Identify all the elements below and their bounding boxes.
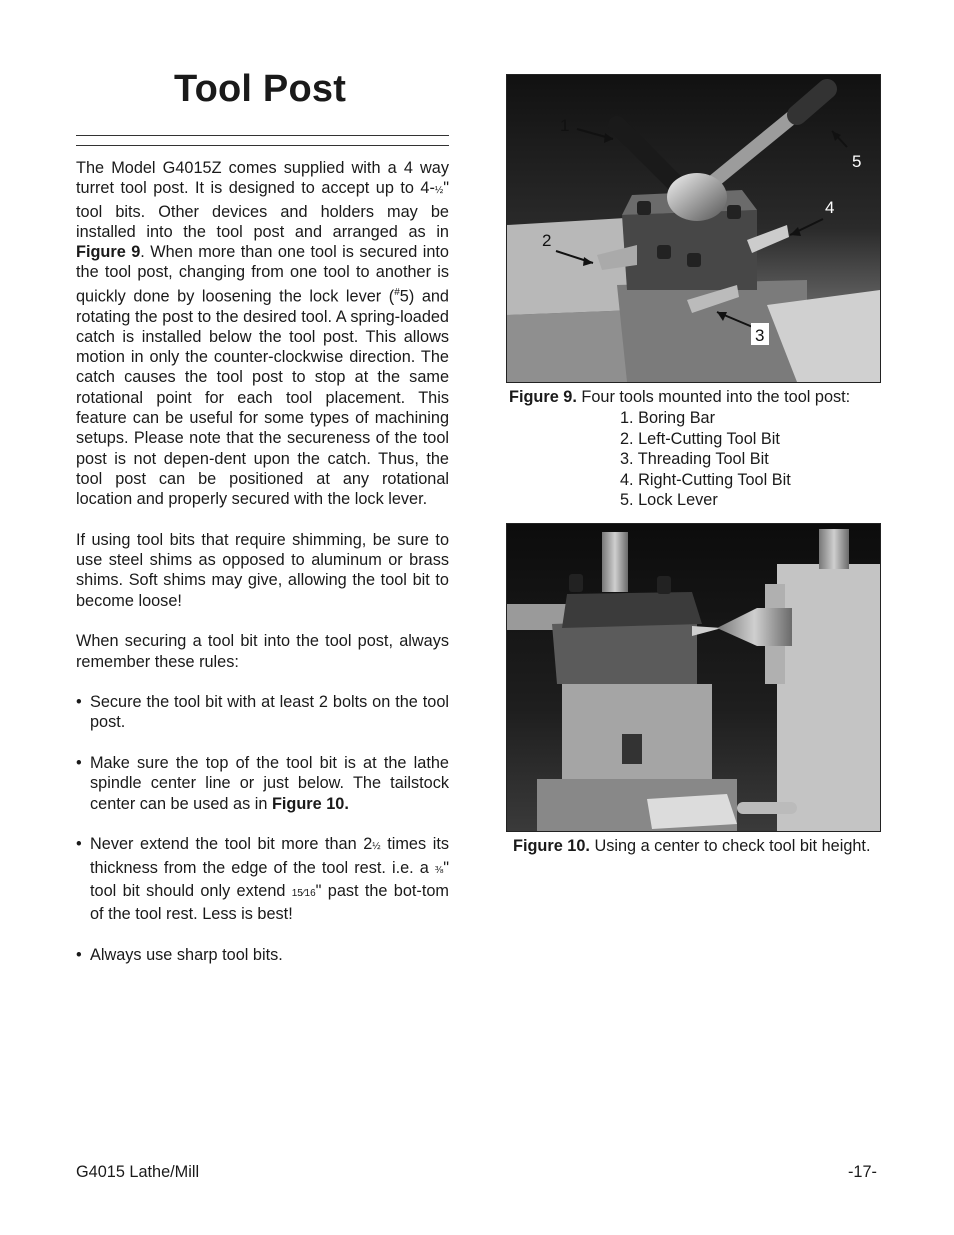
figure-10-caption: Figure 10. Using a center to check tool bit height.	[513, 837, 871, 855]
shimming-paragraph: If using tool bits that require shimming, be sure to use steel shims as opposed to aluminum or brass shims. Soft shims may give, allowing the tool bit to become loose!	[76, 530, 449, 610]
callout-4: 4	[825, 198, 835, 217]
intro-paragraph: The Model G4015Z comes supplied with a 4 way turret tool post. It is designed to accept up to 4-½" tool bits. Other devices and holders may be installed into the tool post and arranged as in Figure 9. When more than one tool is secured into the tool post, changing from one tool to another is quickly done by loosening the lock lever (#5) and rotating the post to the desired tool. A spring-loaded catch is installed below the tool post. This allows motion in only the counter-clockwise direction. The catch causes the tool post to stop at the same rotational point for each tool placement. This feature can be useful for some types of machining setups. Please note that the secureness of the tool post is not depen-dent upon the catch. Thus, the tool post can be positioned at any rotational location and properly secured with the lock lever.	[76, 159, 449, 509]
figure-9-legend	[620, 408, 791, 511]
callout-1: 1	[560, 116, 570, 135]
title-rule-bottom	[76, 145, 449, 146]
body-text-column	[76, 158, 449, 985]
page-title: Tool Post	[174, 68, 347, 110]
list-item: • Secure the tool bit with at least 2 bolts on the tool post.	[76, 693, 449, 732]
figure-9-photo	[506, 74, 881, 383]
rules-intro-paragraph: When securing a tool bit into the tool post, always remember these rules:	[76, 632, 449, 671]
figure-10-photo	[506, 523, 881, 832]
legend-item: 1. Boring Bar	[620, 409, 716, 427]
legend-item: 4. Right-Cutting Tool Bit	[620, 470, 791, 489]
footer-page-number: -17-	[848, 1163, 877, 1181]
callout-3: 3	[755, 326, 765, 345]
callout-2: 2	[542, 231, 552, 250]
list-item: • Never extend the tool bit more than 2½ times its thickness from the edge of the tool rest. i.e. a ⅜" tool bit should only extend 15⁄16" past the bot-tom of the tool rest. Less is best!	[76, 835, 449, 924]
list-item: • Make sure the top of the tool bit is at the lathe spindle center line or just below. The tailstock center can be used as in Figure 10.	[76, 754, 449, 813]
list-item: • Always use sharp tool bits.	[76, 945, 283, 964]
callout-5: 5	[852, 152, 862, 171]
title-rule-top	[76, 135, 449, 136]
footer-manual-title: G4015 Lathe/Mill	[76, 1163, 200, 1181]
legend-item: 5. Lock Lever	[620, 491, 718, 509]
legend-item: 2. Left-Cutting Tool Bit	[620, 429, 780, 448]
figure-9-caption: Figure 9. Four tools mounted into the tool post:	[509, 388, 851, 406]
legend-item: 3. Threading Tool Bit	[620, 450, 769, 468]
